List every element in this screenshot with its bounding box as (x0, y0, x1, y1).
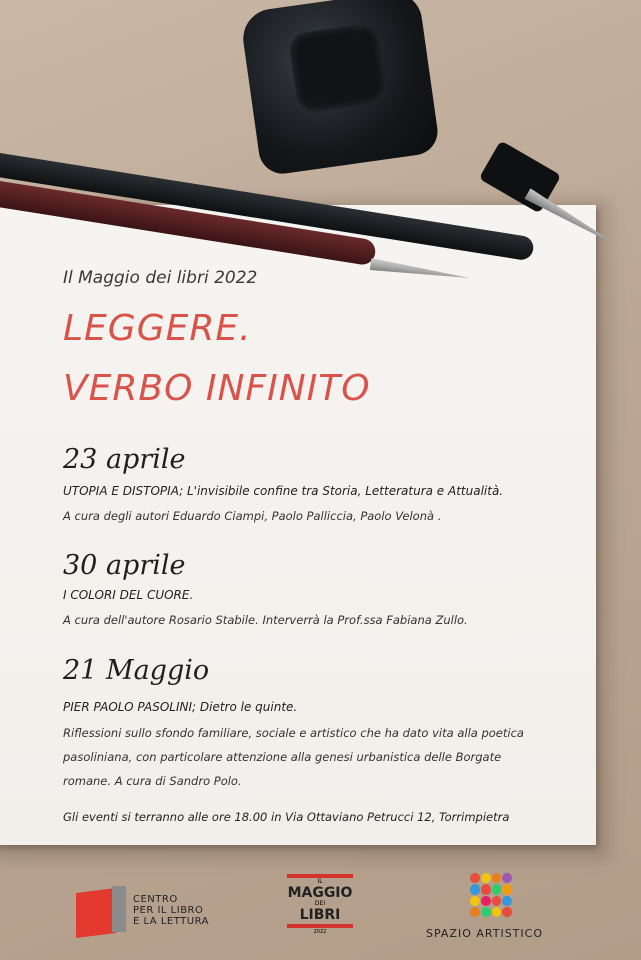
event-description: A cura dell'autore Rosario Stabile. Interverrà la Prof.ssa Fabiana Zullo. (63, 613, 468, 627)
logo-small-text: IL (317, 878, 323, 885)
cepell-logo-gray-shape (112, 886, 126, 932)
poster-title-line1: LEGGERE. (63, 308, 252, 349)
poster-title-line2: VERBO INFINITO (63, 368, 371, 409)
cepell-logo-red-shape (76, 888, 116, 938)
poster-paper (0, 205, 596, 845)
cepell-logo-text (133, 894, 209, 927)
spazio-artistico-logo-icon (470, 873, 512, 917)
cepell-line: PER IL LIBRO (133, 905, 204, 916)
maggio-dei-libri-logo (287, 873, 353, 937)
logo-year: 2022 (313, 929, 327, 935)
event-heading: I COLORI DEL CUORE. (63, 588, 194, 602)
cepell-line: CENTRO (133, 894, 178, 905)
logo-word-maggio: MAGGIO (287, 885, 353, 901)
event-series-subtitle: Il Maggio dei libri 2022 (63, 268, 258, 288)
logo-red-bar (287, 924, 353, 928)
event-description: romane. A cura di Sandro Polo. (63, 774, 242, 788)
cepell-logo (76, 886, 126, 938)
event-heading: UTOPIA E DISTOPIA; L'invisibile confine tra Storia, Letteratura e Attualità. (63, 484, 504, 498)
event-date: 23 aprile (63, 444, 186, 475)
logo-word-libri: LIBRI (299, 907, 341, 923)
event-description: pasoliniana, con particolare attenzione alla genesi urbanistica delle Borgate (63, 750, 502, 764)
event-date: 21 Maggio (63, 655, 210, 686)
spazio-artistico-label: SPAZIO ARTISTICO (426, 927, 543, 940)
logo-small-text: DEI (314, 900, 326, 907)
event-heading: PIER PAOLO PASOLINI; Dietro le quinte. (63, 700, 298, 714)
event-description: A cura degli autori Eduardo Ciampi, Paolo Palliccia, Paolo Velonà . (63, 509, 442, 523)
ink-bottle-cap (288, 22, 388, 114)
event-date: 30 aprile (63, 550, 186, 581)
cepell-line: E LA LETTURA (133, 916, 209, 927)
event-description: Riflessioni sullo sfondo familiare, sociale e artistico che ha dato vita alla poetica (63, 726, 524, 740)
events-location-footer: Gli eventi si terranno alle ore 18.00 in Via Ottaviano Petrucci 12, Torrimpietra (63, 810, 510, 824)
